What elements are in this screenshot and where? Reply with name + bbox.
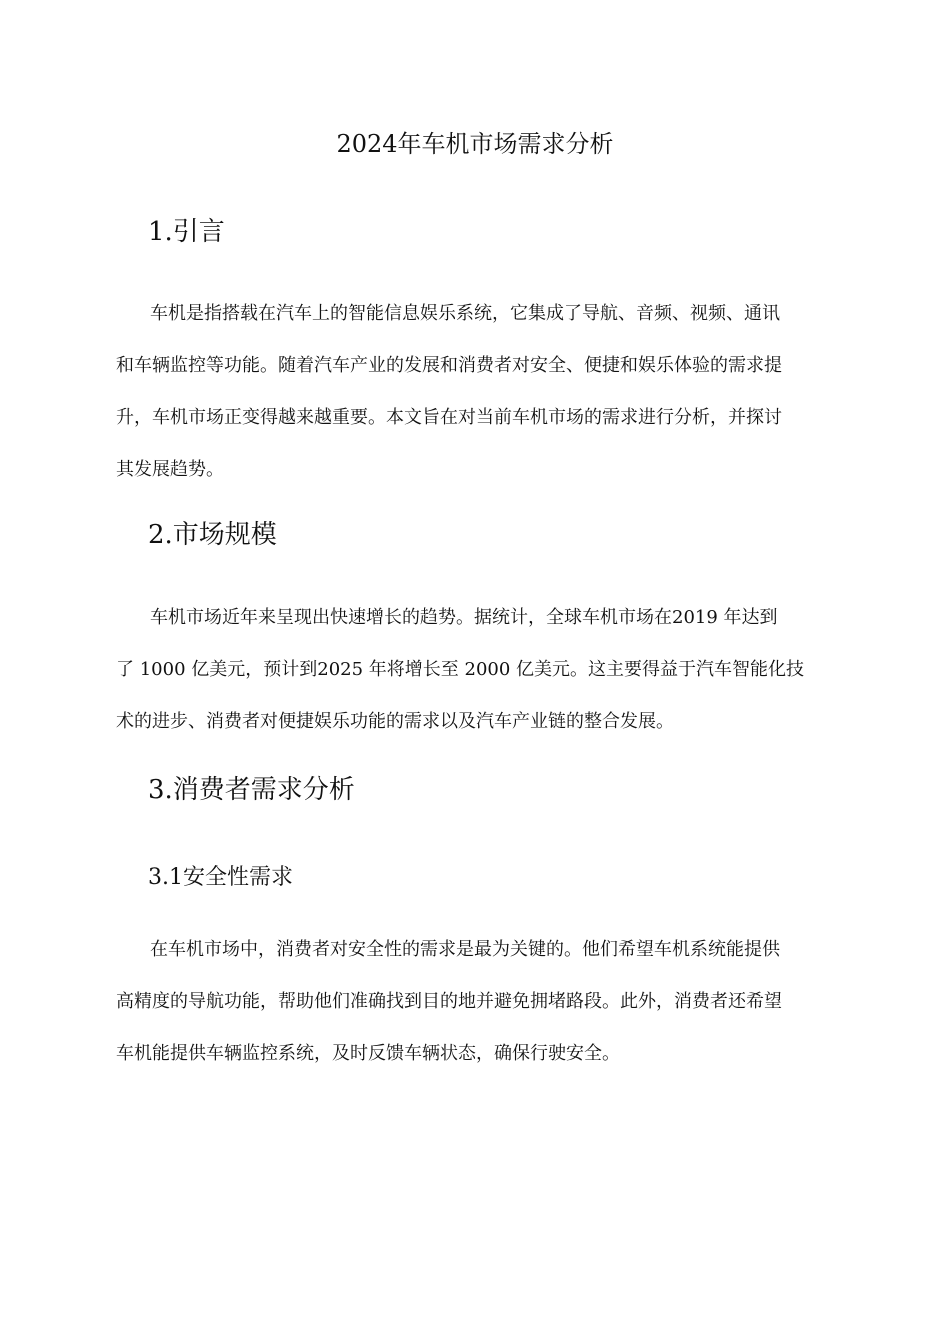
document-title: 2024年车机市场需求分析	[336, 130, 614, 158]
introduction-paragraph	[116, 288, 834, 496]
paragraph-line: 升，车机市场正变得越来越重要。本文旨在对当前车机市场的需求进行分析，并探讨	[116, 407, 782, 428]
paragraph-line: 车机能提供车辆监控系统，及时反馈车辆状态，确保行驶安全。	[116, 1043, 620, 1064]
paragraph-line: 术的进步、消费者对便捷娱乐功能的需求以及汽车产业链的整合发展。	[116, 711, 674, 732]
section-heading-consumer-demand: 3.消费者需求分析	[148, 775, 355, 805]
paragraph-line: 车机市场近年来呈现出快速增长的趋势。据统计，全球车机市场在2019 年达到	[150, 607, 778, 628]
paragraph-line: 了 1000 亿美元，预计到2025 年将增长至 2000 亿美元。这主要得益于汽车智能化技	[116, 659, 805, 680]
paragraph-line: 高精度的导航功能，帮助他们准确找到目的地并避免拥堵路段。此外，消费者还希望	[116, 991, 782, 1012]
paragraph-line: 在车机市场中，消费者对安全性的需求是最为关键的。他们希望车机系统能提供	[150, 939, 780, 960]
paragraph-line: 车机是指搭载在汽车上的智能信息娱乐系统，它集成了导航、音频、视频、通讯	[150, 303, 780, 324]
safety-paragraph	[116, 924, 834, 1080]
section-heading-market-size: 2.市场规模	[148, 520, 277, 550]
market-size-paragraph	[116, 592, 834, 748]
subsection-heading-safety: 3.1安全性需求	[148, 865, 293, 890]
paragraph-line: 和车辆监控等功能。随着汽车产业的发展和消费者对安全、便捷和娱乐体验的需求提	[116, 355, 782, 376]
paragraph-line: 其发展趋势。	[116, 459, 224, 480]
section-heading-introduction: 1.引言	[148, 217, 225, 247]
